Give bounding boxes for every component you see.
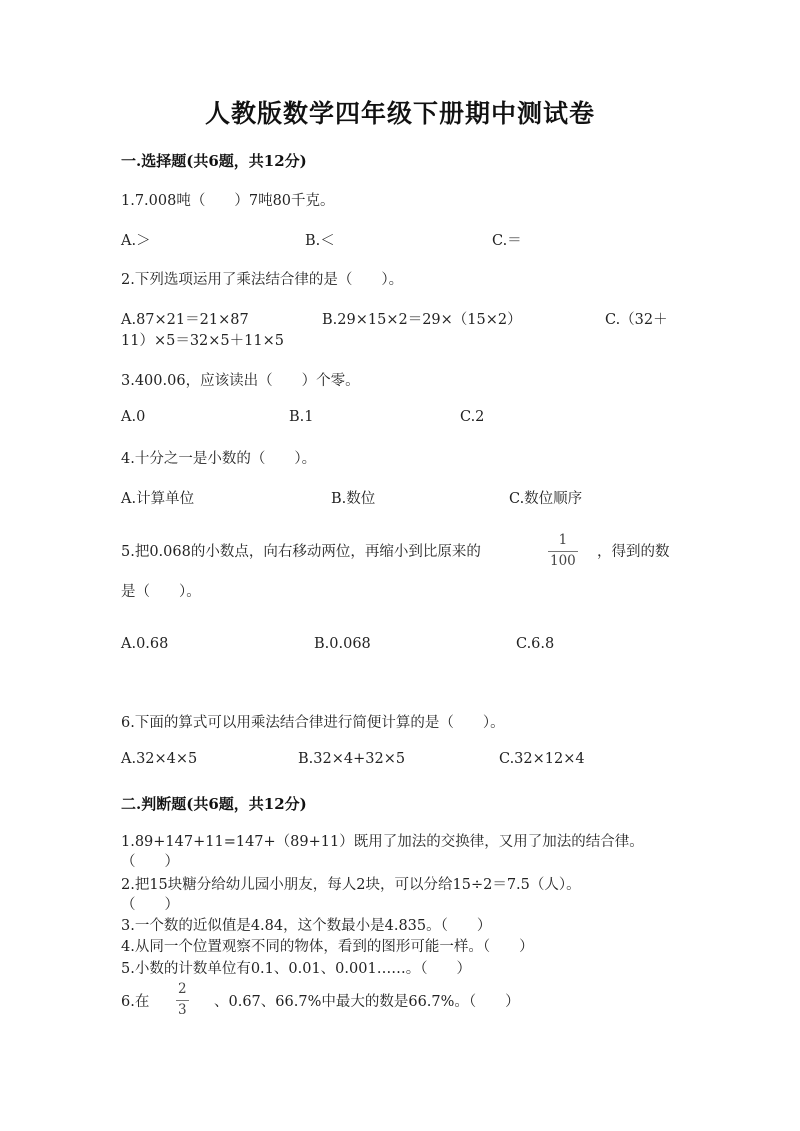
question-6-stem: 6.下面的算式可以用乘法结合律进行简便计算的是（ ）。: [121, 715, 505, 731]
judgment-2-text: 2.把15块糖分给幼儿园小朋友，每人2块，可以分给15÷2＝7.5（人）。: [121, 877, 581, 893]
question-2-option-c: C.（32＋: [605, 312, 668, 328]
question-6-option-c: C.32×12×4: [499, 751, 585, 767]
question-4-option-a: A.计算单位: [121, 491, 195, 507]
judgment-5-text: 5.小数的计数单位有0.1、0.01、0.001……。（ ）: [121, 961, 471, 977]
question-5-stem-line2: 是（ ）。: [121, 584, 201, 600]
question-6-option-b: B.32×4+32×5: [298, 751, 406, 767]
question-1-stem: 1.7.008吨（ ）7吨80千克。: [121, 193, 335, 209]
question-4-option-c: C.数位顺序: [509, 491, 583, 507]
question-4-stem: 4.十分之一是小数的（ ）。: [121, 451, 317, 467]
fraction-numerator: 2: [178, 981, 187, 997]
judgment-4-text: 4.从同一个位置观察不同的物体，看到的图形可能一样。（ ）: [121, 939, 534, 955]
question-5-stem-continued: ，得到的数: [597, 544, 670, 560]
question-2-option-c-continued: 11）×5＝32×5＋11×5: [121, 333, 284, 349]
question-3-stem: 3.400.06，应该读出（ ）个零。: [121, 373, 360, 389]
question-1-option-c: C.＝: [492, 233, 522, 249]
judgment-6-fraction: [176, 983, 189, 1017]
judgment-6-prefix: 6.在: [121, 994, 150, 1010]
section-heading-choice: 一.选择题(共6题，共12分): [121, 152, 307, 170]
question-3-option-b: B.1: [289, 409, 314, 425]
fraction-denominator: 100: [550, 552, 576, 569]
question-5-option-a: A.0.68: [121, 636, 169, 652]
question-2-option-b: B.29×15×2＝29×（15×2）: [322, 312, 522, 328]
question-2-option-a: A.87×21＝21×87: [121, 312, 249, 328]
page-title: 人教版数学四年级下册期中测试卷: [204, 99, 595, 128]
fraction-denominator: 3: [178, 1001, 187, 1018]
question-5-option-c: C.6.8: [516, 636, 555, 652]
question-4-option-b: B.数位: [331, 491, 376, 507]
fraction-numerator: 1: [558, 532, 568, 548]
question-6-option-a: A.32×4×5: [121, 751, 198, 767]
judgment-2-blank: （ ）: [121, 897, 179, 913]
question-5-option-b: B.0.068: [314, 636, 371, 652]
judgment-3-text: 3.一个数的近似值是4.84，这个数最小是4.835。（ ）: [121, 918, 492, 934]
question-1-option-a: A.＞: [121, 233, 151, 249]
judgment-6-text: 、0.67、66.7%中最大的数是66.7%。（ ）: [214, 994, 520, 1010]
question-5-stem: 5.把0.068的小数点，向右移动两位，再缩小到比原来的: [121, 544, 481, 560]
section-heading-judgment: 二.判断题(共6题，共12分): [121, 795, 307, 813]
question-5-fraction: [548, 534, 578, 568]
question-1-option-b: B.＜: [305, 233, 335, 249]
judgment-1-blank: （ ）: [121, 854, 179, 870]
question-2-stem: 2.下列选项运用了乘法结合律的是（ ）。: [121, 272, 404, 288]
question-3-option-a: A.0: [121, 409, 146, 425]
question-3-option-c: C.2: [460, 409, 485, 425]
judgment-1-text: 1.89+147+11=147+（89+11）既用了加法的交换律，又用了加法的结合律。: [121, 834, 644, 850]
